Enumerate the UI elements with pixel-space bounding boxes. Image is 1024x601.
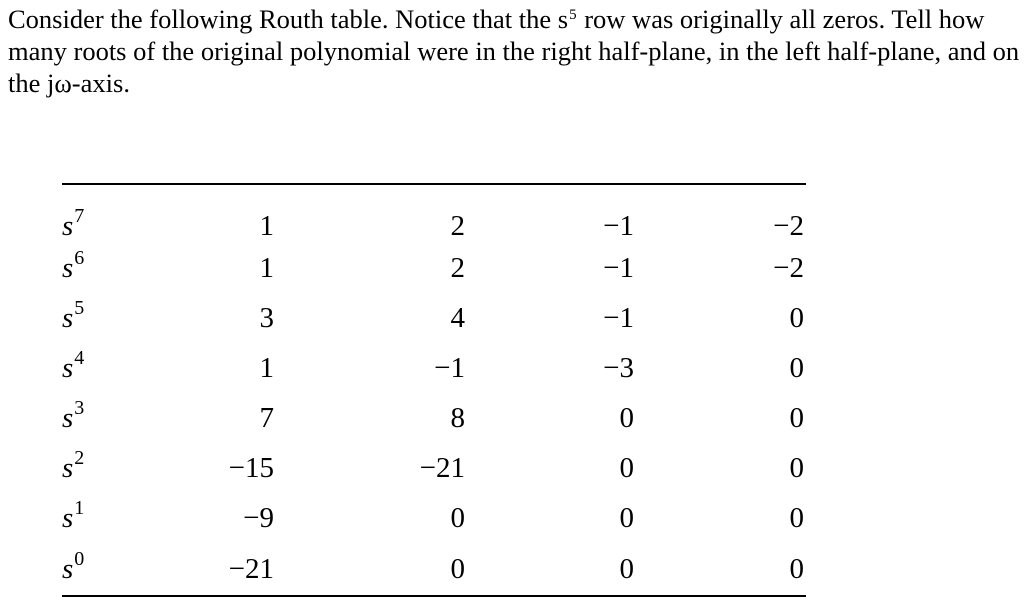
table-cell: −2 xyxy=(773,252,804,284)
table-cell: 0 xyxy=(619,402,634,434)
table-cell: 1 xyxy=(259,252,274,284)
table-cell: 0 xyxy=(789,553,804,585)
table-row xyxy=(0,348,1024,388)
table-cell: 0 xyxy=(789,302,804,334)
table-cell: −1 xyxy=(603,252,634,284)
table-cell: 7 xyxy=(259,402,274,434)
row-power-label: $s^0$ xyxy=(62,548,85,585)
table-cell: 0 xyxy=(450,553,465,585)
row-power-label: $s^2$ xyxy=(62,447,85,484)
table-cell: 4 xyxy=(450,302,465,334)
table-cell: 0 xyxy=(789,502,804,534)
table-cell: −1 xyxy=(434,352,465,384)
row-power-label: $s^4$ xyxy=(62,347,85,384)
question-text-start: Consider the following Routh table. Notice that the s xyxy=(8,4,569,34)
question-superscript: 5 xyxy=(569,7,577,23)
table-row xyxy=(0,398,1024,438)
table-row xyxy=(0,206,1024,246)
row-power-label: $s^1$ xyxy=(62,497,85,534)
table-cell: 1 xyxy=(259,352,274,384)
table-cell: −15 xyxy=(228,452,274,484)
table-cell: −2 xyxy=(773,210,804,242)
table-cell: 2 xyxy=(450,210,465,242)
table-cell: −9 xyxy=(243,502,274,534)
table-row xyxy=(0,448,1024,488)
row-power-label: $s^5$ xyxy=(62,297,85,334)
row-power-label: $s^6$ xyxy=(62,247,85,284)
table-row xyxy=(0,248,1024,288)
table-row xyxy=(0,549,1024,589)
table-cell: 0 xyxy=(789,402,804,434)
row-power-label: $s^7$ xyxy=(62,205,85,242)
table-row xyxy=(0,498,1024,538)
row-power-label: $s^3$ xyxy=(62,397,85,434)
question-text-end: row was originally all zeros. Tell how many roots of the original polynomial were in the right half-plane, in the left half-plane, and on the jω-axis. xyxy=(8,4,1020,98)
table-row xyxy=(0,298,1024,338)
table-cell: −1 xyxy=(603,302,634,334)
table-cell: 0 xyxy=(789,452,804,484)
table-cell: 8 xyxy=(450,402,465,434)
table-cell: 0 xyxy=(619,553,634,585)
table-cell: −1 xyxy=(603,210,634,242)
table-cell: 3 xyxy=(259,302,274,334)
table-cell: 0 xyxy=(450,502,465,534)
table-cell: 0 xyxy=(789,352,804,384)
table-cell: 0 xyxy=(619,452,634,484)
table-bottom-rule xyxy=(62,595,806,597)
table-cell: 0 xyxy=(619,502,634,534)
table-cell: −21 xyxy=(228,553,274,585)
table-cell: 1 xyxy=(259,210,274,242)
table-cell: 2 xyxy=(450,252,465,284)
table-cell: −21 xyxy=(419,452,465,484)
table-cell: −3 xyxy=(603,352,634,384)
